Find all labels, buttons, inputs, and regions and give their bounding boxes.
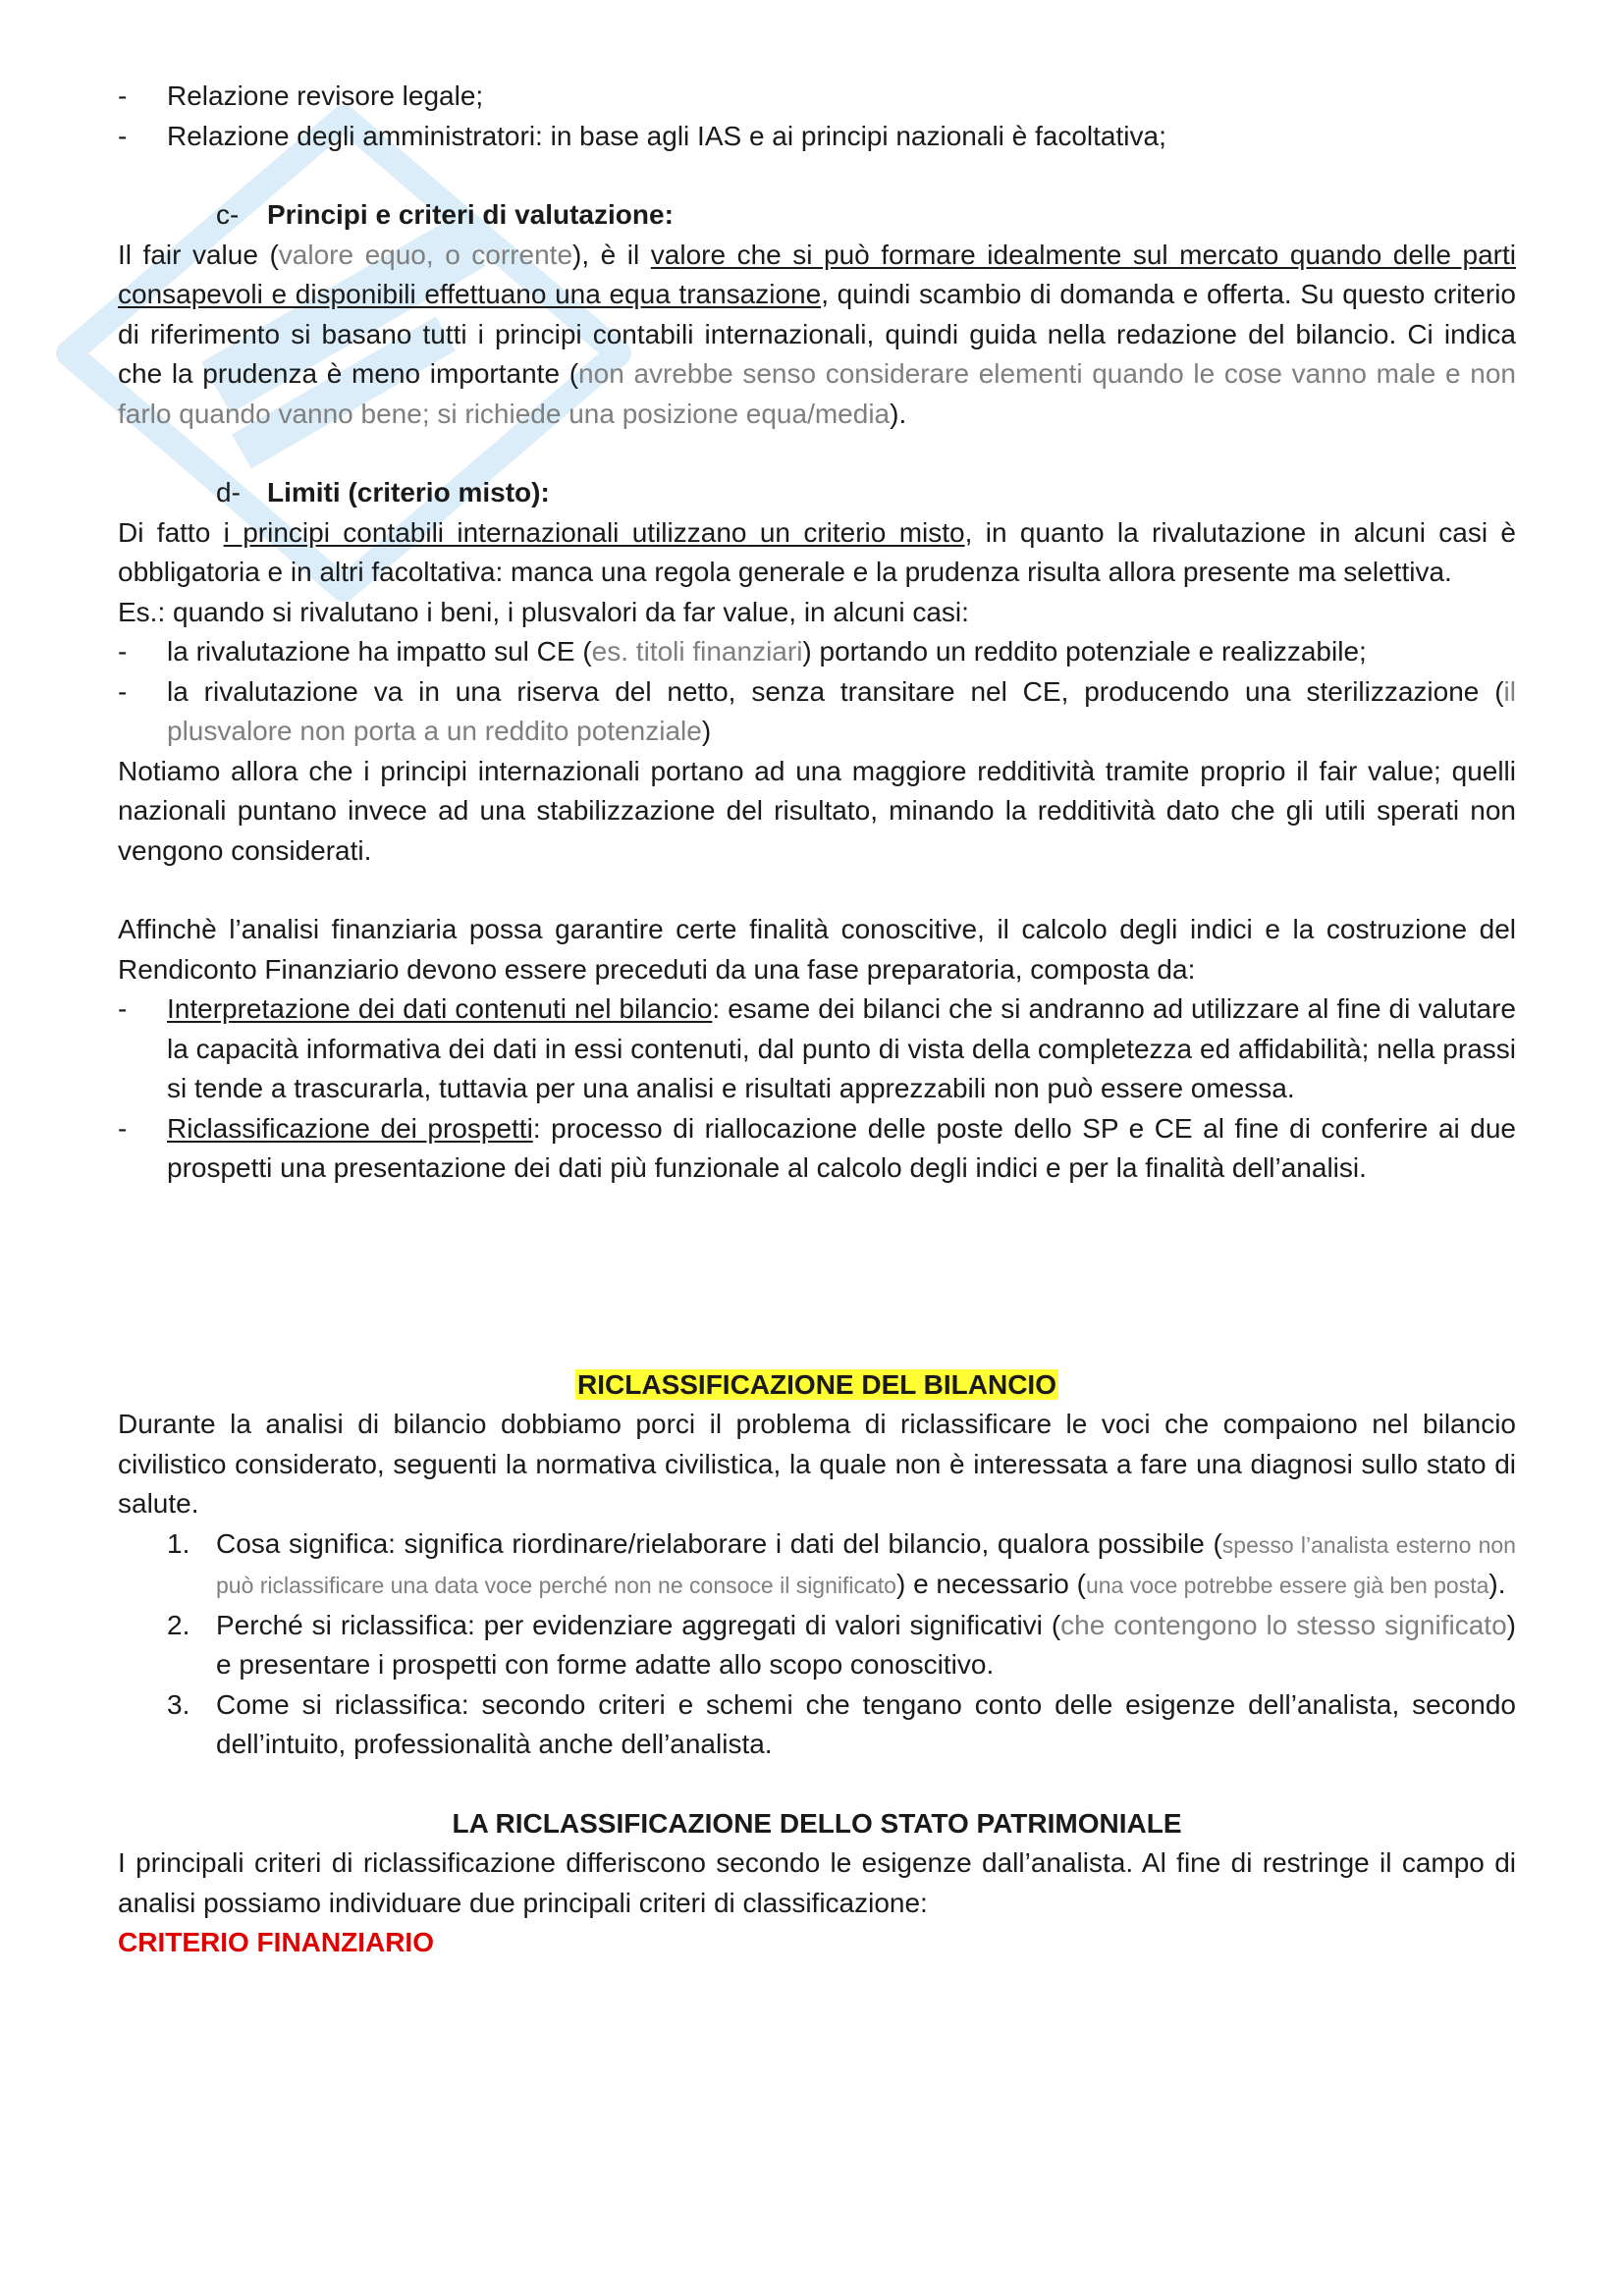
sp-heading: LA RICLASSIFICAZIONE DELLO STATO PATRIMONIALE — [452, 1807, 1182, 1839]
list-item: - Relazione degli amministratori: in base agli IAS e ai principi nazionali è facoltativa; — [118, 120, 1166, 151]
list-item: - la rivalutazione ha impatto sul CE (es. titoli finanziari) portando un reddito potenziale e realizzabile; — [118, 636, 1367, 667]
riclass-heading: RICLASSIFICAZIONE DEL BILANCIO — [577, 1368, 1056, 1400]
list-item: - Riclassificazione dei prospetti: processo di riallocazione delle poste dello SP e CE al fine di conferire ai due prospetti una presentazione dei dati più funzionale al calcolo degli indici e per la finalità dell’analisi. — [118, 1112, 1517, 1183]
notiamo-paragraph: Notiamo allora che i principi internazionali portano ad una maggiore redditività tramite proprio il fair value; quelli nazionali puntano invece ad una stabilizzazione del risultato, minando la redditività dato che gli utili sperati non vengono considerati. — [118, 755, 1516, 866]
list-item: 2. Perché si riclassifica: per evidenziare aggregati di valori significativi (che contengono lo stesso significato) e presentare i prospetti con forme adatte allo scopo conoscitivo. — [167, 1609, 1516, 1680]
criterio-heading: CRITERIO FINANZIARIO — [118, 1927, 434, 1957]
example-line: Es.: quando si rivalutano i beni, i plusvalori da far value, in alcuni casi: — [118, 596, 969, 627]
riclass-intro: Durante la analisi di bilancio dobbiamo porci il problema di riclassificare le voci che compaiono nel bilancio civilistico considerato, seguenti la normativa civilistica, la quale non è interessata a fare una diagnosi sullo stato di salute. — [118, 1409, 1516, 1519]
sp-intro: I principali criteri di riclassificazione differiscono secondo le esigenze dall’analista. Al fine di restringe il campo di analisi possiamo individuare due principali criteri di classificazione: — [118, 1847, 1516, 1918]
section-d-paragraph: Di fatto i principi contabili internazionali utilizzano un criterio misto, in quanto la rivalutazione in alcuni casi è obbligatoria e in altri facoltativa: manca una regola generale e la prudenza risulta allora presente ma selettiva. — [118, 516, 1517, 587]
prep-intro: Affinchè l’analisi finanziaria possa garantire certe finalità conoscitive, il calcolo degli indici e la costruzione del Rendiconto Finanziario devono essere preceduti da una fase preparatoria, composta da: — [118, 914, 1516, 985]
document-page — [118, 77, 1516, 1963]
list-item: - la rivalutazione va in una riserva del netto, senza transitare nel CE, producendo una sterilizzazione (il plusvalore non porta a un reddito potenziale) — [118, 675, 1516, 746]
list-item: - Interpretazione dei dati contenuti nel bilancio: esame dei bilanci che si andranno ad utilizzare al fine di valutare la capacità informativa dei dati in essi contenuti, dal punto di vista della completezza ed affidabilità; nella prassi si tende a trascurarla, tuttavia per una analisi e risultati apprezzabili non può essere omessa. — [118, 993, 1516, 1103]
list-item: 3. Come si riclassifica: secondo criteri e schemi che tengano conto delle esigenze dell’analista, secondo dell’intuito, professionalità anche dell’analista. — [167, 1688, 1516, 1759]
list-item: - Relazione revisore legale; — [118, 80, 484, 111]
section-c-paragraph: Il fair value (valore equo, o corrente), è il valore che si può formare idealmente sul mercato quando delle parti consapevoli e disponibili effettuano una equa transazione, quindi scambio di domanda e offerta. Su questo criterio di riferimento si basano tutti i principi contabili internazionali, quindi guida nella redazione del bilancio. Ci indica che la prudenza è meno importante (non avrebbe senso considerare elementi quando le cose vanno male e non farlo quando vanno bene; si richiede una posizione equa/media). — [118, 239, 1516, 429]
section-d-heading: d- Limiti (criterio misto): — [216, 477, 550, 507]
section-c-heading: c- Principi e criteri di valutazione: — [216, 199, 674, 230]
list-item: 1. Cosa significa: significa riordinare/rielaborare i dati del bilancio, qualora possibile (spesso l’analista esterno non può riclassificare una data voce perché non ne consoce il significato) e necessario (una voce potrebbe essere già ben posta). — [167, 1527, 1516, 1599]
